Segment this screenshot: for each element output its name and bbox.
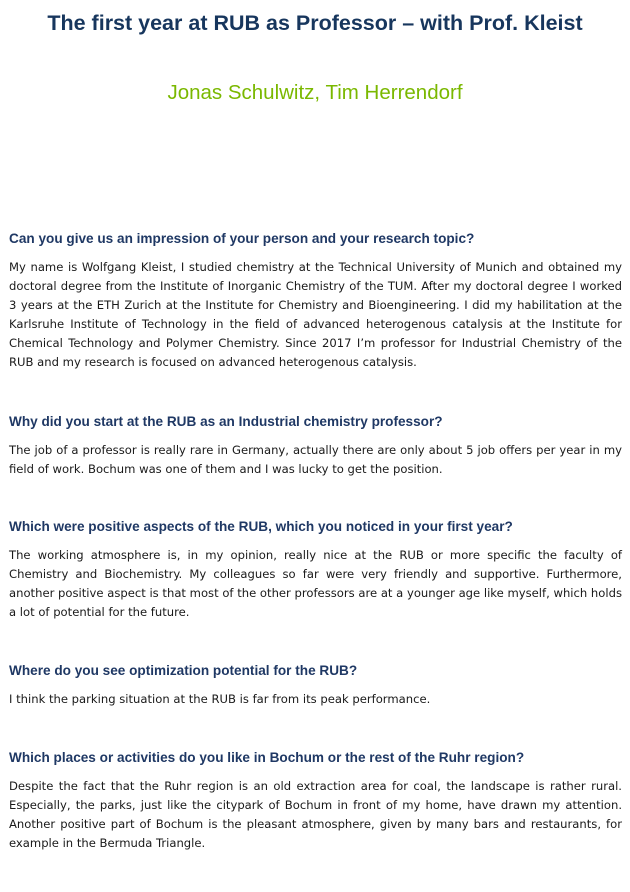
- answer-paragraph: The working atmosphere is, in my opinion, really nice at the RUB or more specific the faculty of Chemistry and Biochemistry. My colleagues so far were very friendly and supportive. Furthermore, another positive aspect is that most of the other professors are at a younger age like myself, which holds a lot of potential for the future.: [9, 548, 622, 619]
- question-heading: Why did you start at the RUB as an Industrial chemistry professor?: [9, 414, 443, 429]
- question-heading: Which were positive aspects of the RUB, which you noticed in your first year?: [9, 519, 513, 534]
- question-heading: Which places or activities do you like in Bochum or the rest of the Ruhr region?: [9, 750, 525, 765]
- answer-paragraph: I think the parking situation at the RUB is far from its peak performance.: [9, 692, 431, 706]
- question-heading: Where do you see optimization potential for the RUB?: [9, 663, 358, 678]
- qa-section: [9, 662, 622, 709]
- page-title: The first year at RUB as Professor – with Prof. Kleist: [47, 11, 583, 35]
- answer-paragraph: My name is Wolfgang Kleist, I studied chemistry at the Technical University of Munich and obtained my doctoral degree from the Institute of Inorganic Chemistry of the TUM. After my doctoral degree I worked 3 years at the ETH Zurich at the Institute for Chemistry and Bioengineering. I did my habilitation at the Karlsruhe Institute of Technology in the field of advanced heterogenous catalysis at the Institute for Chemical Technology and Polymer Chemistry. Since 2017 I’m professor for Industrial Chemistry of the RUB and my research is focused on advanced heterogenous catalysis.: [9, 260, 622, 369]
- qa-section: [9, 413, 622, 479]
- answer-paragraph: The job of a professor is really rare in Germany, actually there are only about 5 job offers per year in my field of work. Bochum was one of them and I was lucky to get the position.: [9, 443, 622, 476]
- qa-section: [9, 518, 622, 622]
- qa-section: [9, 230, 622, 372]
- authors-line: Jonas Schulwitz, Tim Herrendorf: [167, 81, 463, 104]
- question-heading: Can you give us an impression of your person and your research topic?: [9, 231, 475, 246]
- qa-section: [9, 749, 622, 853]
- answer-paragraph: Despite the fact that the Ruhr region is an old extraction area for coal, the landscape is rather rural. Especially, the parks, just like the citypark of Bochum in front of my home, have drawn my attention. Another positive part of Bochum is the pleasant atmosphere, given by many bars and restaurants, for example in the Bermuda Triangle.: [9, 779, 622, 850]
